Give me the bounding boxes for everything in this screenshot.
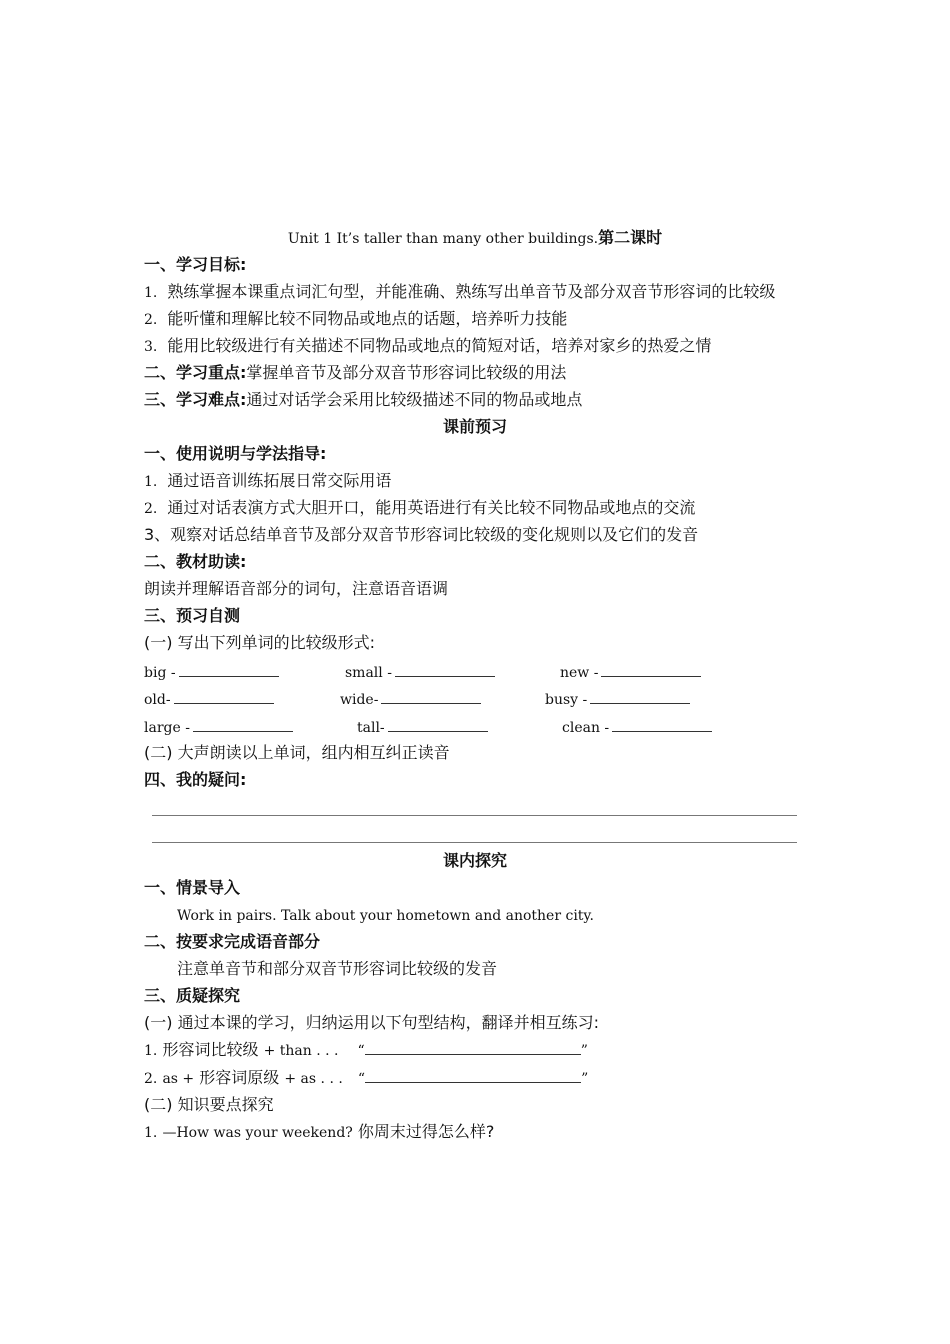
inquiry-heading: 三、质疑探究 xyxy=(144,986,241,1005)
preview-section-title: 课前预习 xyxy=(442,417,507,436)
scene-text: Work in pairs. Talk about your hometown and another city. xyxy=(177,908,594,924)
word-blank-item xyxy=(560,662,701,683)
pattern-chinese: 形容词比较级 xyxy=(162,1040,259,1059)
pattern-number: 1. xyxy=(144,1043,158,1059)
translation-blank[interactable] xyxy=(365,1068,581,1083)
item-english: —How was your weekend? xyxy=(162,1125,353,1141)
answer-blank[interactable] xyxy=(174,689,274,704)
word-label: big - xyxy=(144,665,176,681)
question-answer-line[interactable] xyxy=(152,815,797,816)
scene-heading: 一、情景导入 xyxy=(144,878,241,897)
open-quote: “ xyxy=(357,1071,366,1087)
questions-heading: 四、我的疑问: xyxy=(144,770,247,789)
pattern-prefix: as + xyxy=(162,1071,195,1087)
word-label: wide- xyxy=(340,692,379,708)
item-chinese: 你周末过得怎么样? xyxy=(357,1122,495,1141)
word-label: new - xyxy=(560,665,599,681)
goal-number: 3. xyxy=(144,339,158,355)
answer-blank[interactable] xyxy=(193,717,293,732)
goal-number: 2. xyxy=(144,312,158,328)
goal-text: 能用比较级进行有关描述不同物品或地点的简短对话，培养对家乡的热爱之情 xyxy=(167,336,712,355)
page-title xyxy=(0,228,950,249)
goal-text: 能听懂和理解比较不同物品或地点的话题，培养听力技能 xyxy=(167,309,568,328)
answer-blank[interactable] xyxy=(388,717,488,732)
word-label: old- xyxy=(144,692,171,708)
selftest-subheading: (一) 写出下列单词的比较级形式: xyxy=(144,633,375,652)
guide-text: 通过对话表演方式大胆开口，能用英语进行有关比较不同物品或地点的交流 xyxy=(167,498,696,517)
guide-number: 1. xyxy=(144,474,158,490)
guide-heading: 一、使用说明与学法指导: xyxy=(144,444,327,463)
question-answer-line[interactable] xyxy=(152,842,797,843)
item-number: 1. xyxy=(144,1125,158,1141)
inquiry-subheading: (一) 通过本课的学习，归纳运用以下句型结构，翻译并相互练习: xyxy=(144,1013,599,1032)
answer-blank[interactable] xyxy=(179,662,279,677)
title-chinese: 第二课时 xyxy=(598,228,663,247)
translation-blank[interactable] xyxy=(365,1040,581,1055)
answer-blank[interactable] xyxy=(590,689,690,704)
goals-heading: 一、学习目标: xyxy=(144,255,247,274)
goal-number: 1. xyxy=(144,285,158,301)
key-point-label: 二、学习重点: xyxy=(144,363,247,382)
word-blank-item xyxy=(144,689,274,710)
knowledge-item xyxy=(144,1122,494,1143)
word-label: busy - xyxy=(545,692,588,708)
guide-number: 2. xyxy=(144,501,158,517)
word-blank-item xyxy=(340,689,481,710)
pattern-english: + than . . . xyxy=(263,1043,339,1059)
reading-text: 朗读并理解语音部分的词句，注意语音语调 xyxy=(144,579,449,598)
guide-item: 3、观察对话总结单音节及部分双音节形容词比较级的变化规则以及它们的发音 xyxy=(144,525,699,544)
word-blank-item xyxy=(144,662,279,683)
answer-blank[interactable] xyxy=(395,662,495,677)
goal-item xyxy=(144,336,711,357)
knowledge-subheading: (二) 知识要点探究 xyxy=(144,1095,274,1114)
difficulty-line xyxy=(144,390,582,410)
key-point-text: 掌握单音节及部分双音节形容词比较级的用法 xyxy=(246,363,567,382)
title-english: Unit 1 It’s taller than many other buildings. xyxy=(287,231,599,247)
read-aloud-subheading: (二) 大声朗读以上单词，组内相互纠正读音 xyxy=(144,743,450,762)
close-quote: ” xyxy=(580,1043,588,1059)
word-label: small - xyxy=(345,665,392,681)
word-label: large - xyxy=(144,720,190,736)
pattern-english: + as . . . xyxy=(284,1071,343,1087)
selftest-heading: 三、预习自测 xyxy=(144,606,241,625)
word-blank-item xyxy=(345,662,495,683)
guide-item xyxy=(144,471,391,492)
word-blank-item xyxy=(357,717,488,738)
answer-blank[interactable] xyxy=(612,717,712,732)
answer-blank[interactable] xyxy=(601,662,701,677)
pattern-number: 2. xyxy=(144,1071,158,1087)
key-point-line xyxy=(144,363,566,383)
answer-blank[interactable] xyxy=(381,689,481,704)
phonics-heading: 二、按要求完成语音部分 xyxy=(144,932,321,951)
difficulty-label: 三、学习难点: xyxy=(144,390,247,409)
guide-text: 通过语音训练拓展日常交际用语 xyxy=(167,471,392,490)
guide-item xyxy=(144,498,695,519)
goal-item xyxy=(144,309,567,330)
pattern-line xyxy=(144,1040,588,1061)
word-blank-item xyxy=(545,689,690,710)
pattern-line xyxy=(144,1068,588,1089)
explore-section-title: 课内探究 xyxy=(442,851,507,870)
difficulty-text: 通过对话学会采用比较级描述不同的物品或地点 xyxy=(246,390,583,409)
phonics-text: 注意单音节和部分双音节形容词比较级的发音 xyxy=(177,959,498,978)
word-label: clean - xyxy=(562,720,610,736)
word-label: tall- xyxy=(357,720,385,736)
close-quote: ” xyxy=(581,1071,589,1087)
open-quote: “ xyxy=(357,1043,365,1059)
goal-item xyxy=(144,282,775,303)
goal-text: 熟练掌握本课重点词汇句型，并能准确、熟练写出单音节及部分双音节形容词的比较级 xyxy=(167,282,776,301)
word-blank-item xyxy=(144,717,293,738)
word-blank-item xyxy=(562,717,712,738)
pattern-chinese: 形容词原级 xyxy=(199,1068,280,1087)
reading-heading: 二、教材助读: xyxy=(144,552,247,571)
